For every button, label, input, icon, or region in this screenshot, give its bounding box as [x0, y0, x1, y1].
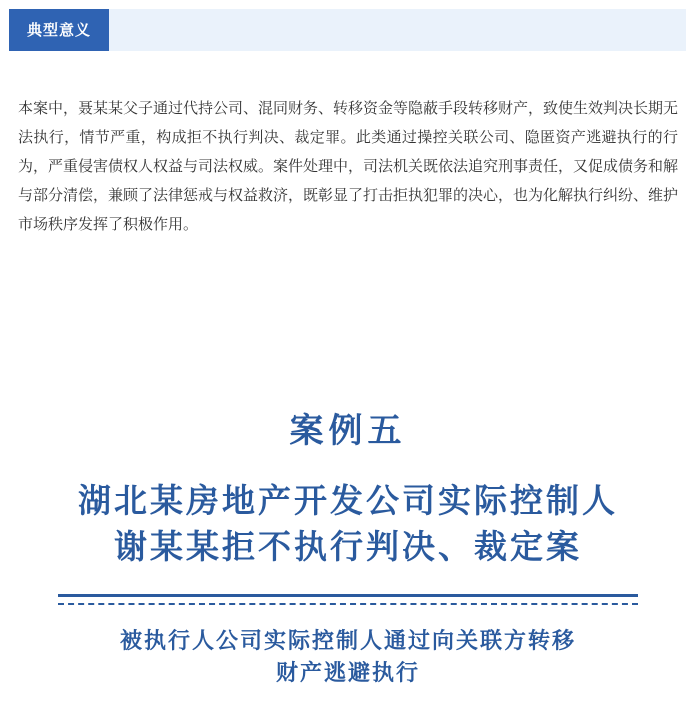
case-title: [0, 478, 696, 570]
case-title-line-2: 谢某某拒不执行判决、裁定案: [114, 527, 582, 566]
case-subtitle: [0, 626, 696, 690]
section-title: 典型意义: [9, 9, 109, 51]
title-divider-dashed: [58, 603, 638, 605]
case-title-line-1: 湖北某房地产开发公司实际控制人: [78, 481, 618, 520]
case-subtitle-line-1: 被执行人公司实际控制人通过向关联方转移: [119, 629, 576, 654]
case-subtitle-line-2: 财产逃避执行: [275, 661, 420, 686]
significance-paragraph: 本案中，聂某某父子通过代持公司、混同财务、转移资金等隐蔽手段转移财产，致使生效判决长期无法执行，情节严重，构成拒不执行判决、裁定罪。此类通过操控关联公司、隐匿资产逃避执行的行为，严重侵害债权人权益与司法权威。案件处理中，司法机关既依法追究刑事责任，又促成债务和解与部分清偿，兼顾了法律惩戒与权益救济，既彰显了打击拒执犯罪的决心，也为化解执行纠纷、维护市场秩序发挥了积极作用。: [18, 99, 679, 233]
section-header-bar: [9, 9, 686, 51]
case-number: 案例五: [289, 411, 407, 451]
title-divider-solid: [58, 594, 638, 597]
